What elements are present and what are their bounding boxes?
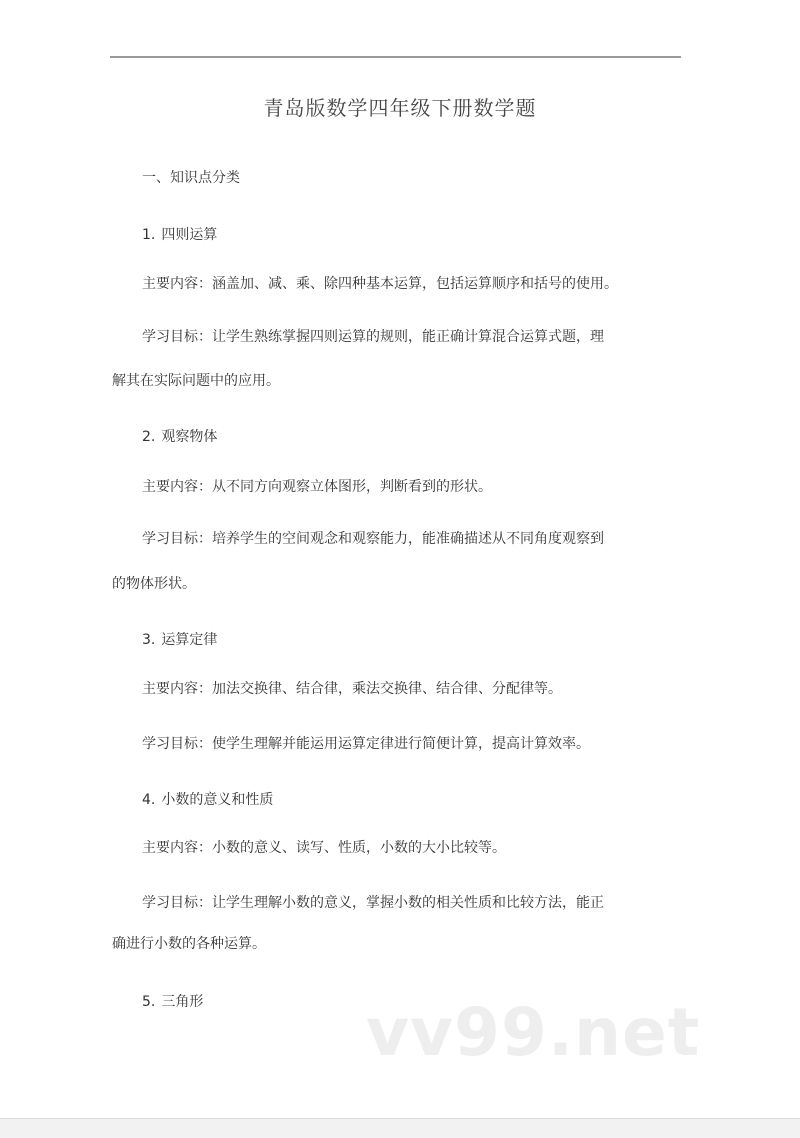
- topic-goal-line1: 学习目标：培养学生的空间观念和观察能力，能准确描述从不同角度观察到: [142, 531, 604, 547]
- topic-number: 3.: [142, 632, 156, 648]
- watermark: vv99.net: [366, 994, 701, 1071]
- header-rule: [110, 56, 681, 58]
- topic-name: 四则运算: [161, 227, 218, 243]
- topic-name: 观察物体: [161, 429, 218, 445]
- topic-content: 主要内容：加法交换律、结合律，乘法交换律、结合律、分配律等。: [142, 681, 562, 697]
- topic-goal-line2: 的物体形状。: [112, 576, 196, 592]
- topic-number: 2.: [142, 429, 156, 445]
- section-heading: 一、知识点分类: [142, 170, 240, 186]
- topic-content: 主要内容：从不同方向观察立体图形，判断看到的形状。: [142, 479, 492, 495]
- topic-heading: [142, 225, 217, 245]
- topic-content: 主要内容：涵盖加、减、乘、除四种基本运算，包括运算顺序和括号的使用。: [142, 276, 618, 292]
- topic-heading: [142, 427, 217, 447]
- page-bottom-edge: [0, 1118, 800, 1138]
- topic-name: 小数的意义和性质: [161, 792, 274, 808]
- topic-goal-line1: 学习目标：让学生理解小数的意义，掌握小数的相关性质和比较方法，能正: [142, 895, 604, 911]
- topic-heading: [142, 630, 217, 650]
- topic-heading: [142, 790, 273, 810]
- topic-heading: [142, 992, 203, 1012]
- topic-goal-line2: 解其在实际问题中的应用。: [112, 373, 280, 389]
- topic-content: 主要内容：小数的意义、读写、性质，小数的大小比较等。: [142, 840, 506, 856]
- topic-goal-line1: 学习目标：使学生理解并能运用运算定律进行简便计算，提高计算效率。: [142, 736, 590, 752]
- document-title: 青岛版数学四年级下册数学题: [263, 96, 537, 120]
- topic-name: 三角形: [161, 994, 204, 1010]
- topic-number: 4.: [142, 792, 156, 808]
- topic-number: 5.: [142, 994, 156, 1010]
- topic-name: 运算定律: [161, 632, 218, 648]
- topic-goal-line2: 确进行小数的各种运算。: [112, 936, 266, 952]
- topic-goal-line1: 学习目标：让学生熟练掌握四则运算的规则，能正确计算混合运算式题，理: [142, 329, 604, 345]
- topic-number: 1.: [142, 227, 156, 243]
